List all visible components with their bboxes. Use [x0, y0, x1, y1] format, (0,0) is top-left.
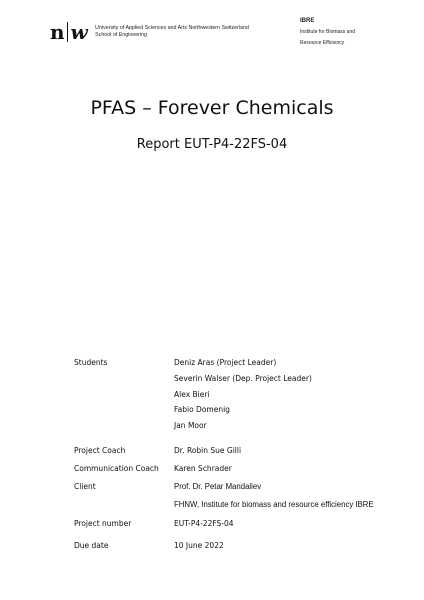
student-name: Deniz Aras (Project Leader) [174, 358, 277, 367]
students-label: Students [74, 358, 108, 367]
student-name: Severin Walser (Dep. Project Leader) [174, 374, 312, 383]
document-title: PFAS – Forever Chemicals [90, 97, 334, 119]
student-name: Jan Moor [174, 421, 207, 430]
project-number-label: Project number [74, 519, 132, 528]
logo-w: w [70, 20, 88, 44]
client-organization: FHNW, Institute for biomass and resource efficiency IBRE [174, 500, 374, 509]
due-date-value: 10 June 2022 [174, 541, 224, 550]
university-line-1: University of Applied Sciences and Arts Northwestern Switzerland [95, 25, 249, 31]
institute-line-2: Resource Efficiency [300, 40, 345, 46]
university-line-2: School of Engineering [95, 32, 147, 38]
university-logo [50, 22, 249, 42]
logo-n: n [50, 20, 65, 44]
client-value: Prof. Dr. Petar Mandaliev [174, 482, 262, 491]
student-name: Fabio Domenig [174, 405, 230, 414]
institute-block [300, 16, 355, 49]
university-name [95, 25, 249, 39]
communication-coach-label: Communication Coach [74, 464, 159, 473]
institute-abbreviation: IBRE [300, 18, 315, 24]
project-coach-value: Dr. Robin Sue Gilli [174, 446, 242, 455]
communication-coach-value: Karen Schrader [174, 464, 232, 473]
project-coach-label: Project Coach [74, 446, 126, 455]
report-number-heading: Report EUT-P4-22FS-04 [136, 137, 288, 152]
fhnw-logo-mark [50, 22, 87, 42]
client-label: Client [74, 482, 96, 491]
institute-line-1: Institute for Biomass and [300, 29, 356, 35]
project-number-value: EUT-P4-22FS-04 [174, 519, 234, 528]
due-date-label: Due date [74, 541, 109, 550]
logo-divider [67, 22, 68, 42]
student-name: Alex Bieri [174, 390, 210, 399]
